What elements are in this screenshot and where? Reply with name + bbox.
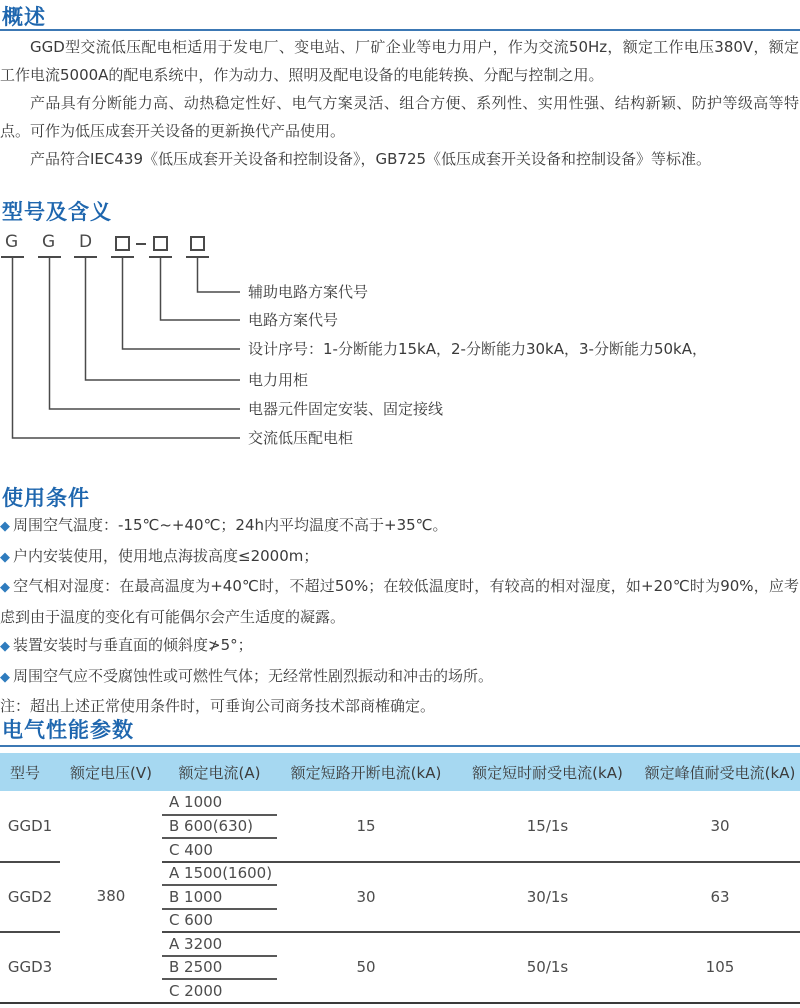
params-section-title: 电气性能参数	[2, 718, 134, 742]
peak-cell: 105	[640, 932, 800, 1003]
condition-text: 周围空气应不受腐蚀性或可燃性气体；无经常性剧烈振动和冲击的场所。	[13, 666, 494, 685]
overview-section-title: 概述	[2, 5, 46, 29]
overview-paragraph: 产品具有分断能力高、动热稳定性好、电气方案灵活、组合方便、系列性、实用性强、结构新颖、防护等级高等特点。可作为低压成套开关设备的更新换代产品使用。	[0, 94, 799, 140]
condition-item	[0, 631, 799, 662]
breaking-cell: 50	[277, 932, 455, 1003]
overview-paragraph: GGD型交流低压配电柜适用于发电厂、变电站、厂矿企业等电力用户，作为交流50Hz，额定工作电压380V，额定工作电流5000A的配电系统中，作为动力、照明及配电设备的电能转换、分配与控制之用。	[0, 38, 799, 84]
diagram-label-fixed-mount: 电器元件固定安装、固定接线	[248, 400, 444, 418]
model-code-letter-2: G	[42, 232, 56, 252]
condition-item	[0, 662, 799, 693]
current-cell: B 600(630)	[162, 815, 277, 839]
condition-text: 空气相对湿度：在最高温度为+40℃时，不超过50%；在较低温度时，有较高的相对湿度，如+20℃时为90%，应考虑到由于温度的变化有可能偶尔会产生适度的凝露。	[0, 577, 800, 626]
model-cell: GGD2	[0, 862, 60, 933]
breaking-cell: 15	[356, 816, 376, 835]
electrical-params-table	[0, 753, 800, 1004]
col-header-breaking-current: 额定短路开断电流(kA)	[290, 763, 442, 782]
diagram-label-power-cabinet: 电力用柜	[248, 371, 309, 389]
col-header-rated-current: 额定电流(A)	[178, 763, 261, 782]
overview-paragraphs	[0, 33, 799, 173]
voltage-cell: 380	[96, 887, 126, 906]
model-code-letter-3: D	[79, 232, 93, 252]
withstand-cell: 50/1s	[455, 932, 640, 1003]
diamond-bullet-icon: ◆	[0, 549, 10, 565]
diagram-label-design-serial: 设计序号：1-分断能力15kA，2-分断能力30kA，3-分断能力50kA，	[248, 340, 707, 358]
params-title-rule	[0, 745, 800, 747]
conditions-list	[0, 511, 799, 721]
col-header-rated-voltage: 额定电压(V)	[70, 763, 152, 782]
current-cell: A 1500(1600)	[162, 862, 277, 886]
col-header-short-time-withstand: 额定短时耐受电流(kA)	[472, 763, 623, 782]
condition-item	[0, 511, 799, 542]
col-header-model: 型号	[10, 763, 41, 782]
condition-text: 周围空气温度：-15℃~+40℃；24h内平均温度不高于+35℃。	[13, 516, 448, 534]
model-cell: GGD3	[0, 932, 60, 1003]
diagram-label-circuit: 电路方案代号	[248, 311, 339, 329]
withstand-cell: 30/1s	[455, 862, 640, 933]
peak-cell: 63	[640, 862, 800, 933]
table-row	[0, 791, 800, 815]
current-cell: A 3200	[162, 932, 277, 956]
diamond-bullet-icon: ◆	[0, 669, 10, 685]
diamond-bullet-icon: ◆	[0, 519, 10, 534]
breaking-cell: 30	[277, 862, 455, 933]
diamond-bullet-icon: ◆	[0, 580, 11, 595]
current-cell: C 600	[169, 911, 213, 930]
current-cell: C 400	[169, 840, 213, 859]
peak-cell: 30	[710, 816, 730, 835]
current-cell: C 2000	[169, 981, 223, 1000]
table-header-row	[0, 753, 800, 791]
condition-text: 户内安装使用，使用地点海拔高度≤2000m；	[13, 546, 319, 565]
col-header-peak-withstand: 额定峰值耐受电流(kA)	[644, 763, 796, 782]
diagram-label-aux-circuit: 辅助电路方案代号	[248, 283, 369, 301]
model-code-diagram	[0, 230, 800, 460]
conditions-section-title: 使用条件	[2, 486, 90, 510]
overview-paragraph: 产品符合IEC439《低压成套开关设备和控制设备》，GB725《低压成套开关设备和控制设备》等标准。	[30, 150, 712, 168]
overview-title-rule	[0, 29, 800, 31]
current-cell: B 2500	[162, 956, 277, 980]
condition-text: 装置安装时与垂直面的倾斜度≯5°；	[13, 636, 253, 654]
current-cell: B 1000	[162, 885, 277, 909]
model-cell: GGD1	[7, 816, 53, 835]
model-section-title: 型号及含义	[2, 200, 112, 224]
withstand-cell: 15/1s	[526, 816, 569, 835]
diagram-label-ac-lv-cabinet: 交流低压配电柜	[248, 429, 354, 447]
current-cell: A 1000	[162, 791, 277, 815]
condition-item	[0, 572, 799, 631]
diamond-bullet-icon: ◆	[0, 639, 10, 654]
condition-item	[0, 542, 799, 573]
conditions-note: 注：超出上述正常使用条件时，可垂询公司商务技术部商榷确定。	[0, 697, 436, 715]
model-code-letter-1: G	[5, 232, 19, 252]
